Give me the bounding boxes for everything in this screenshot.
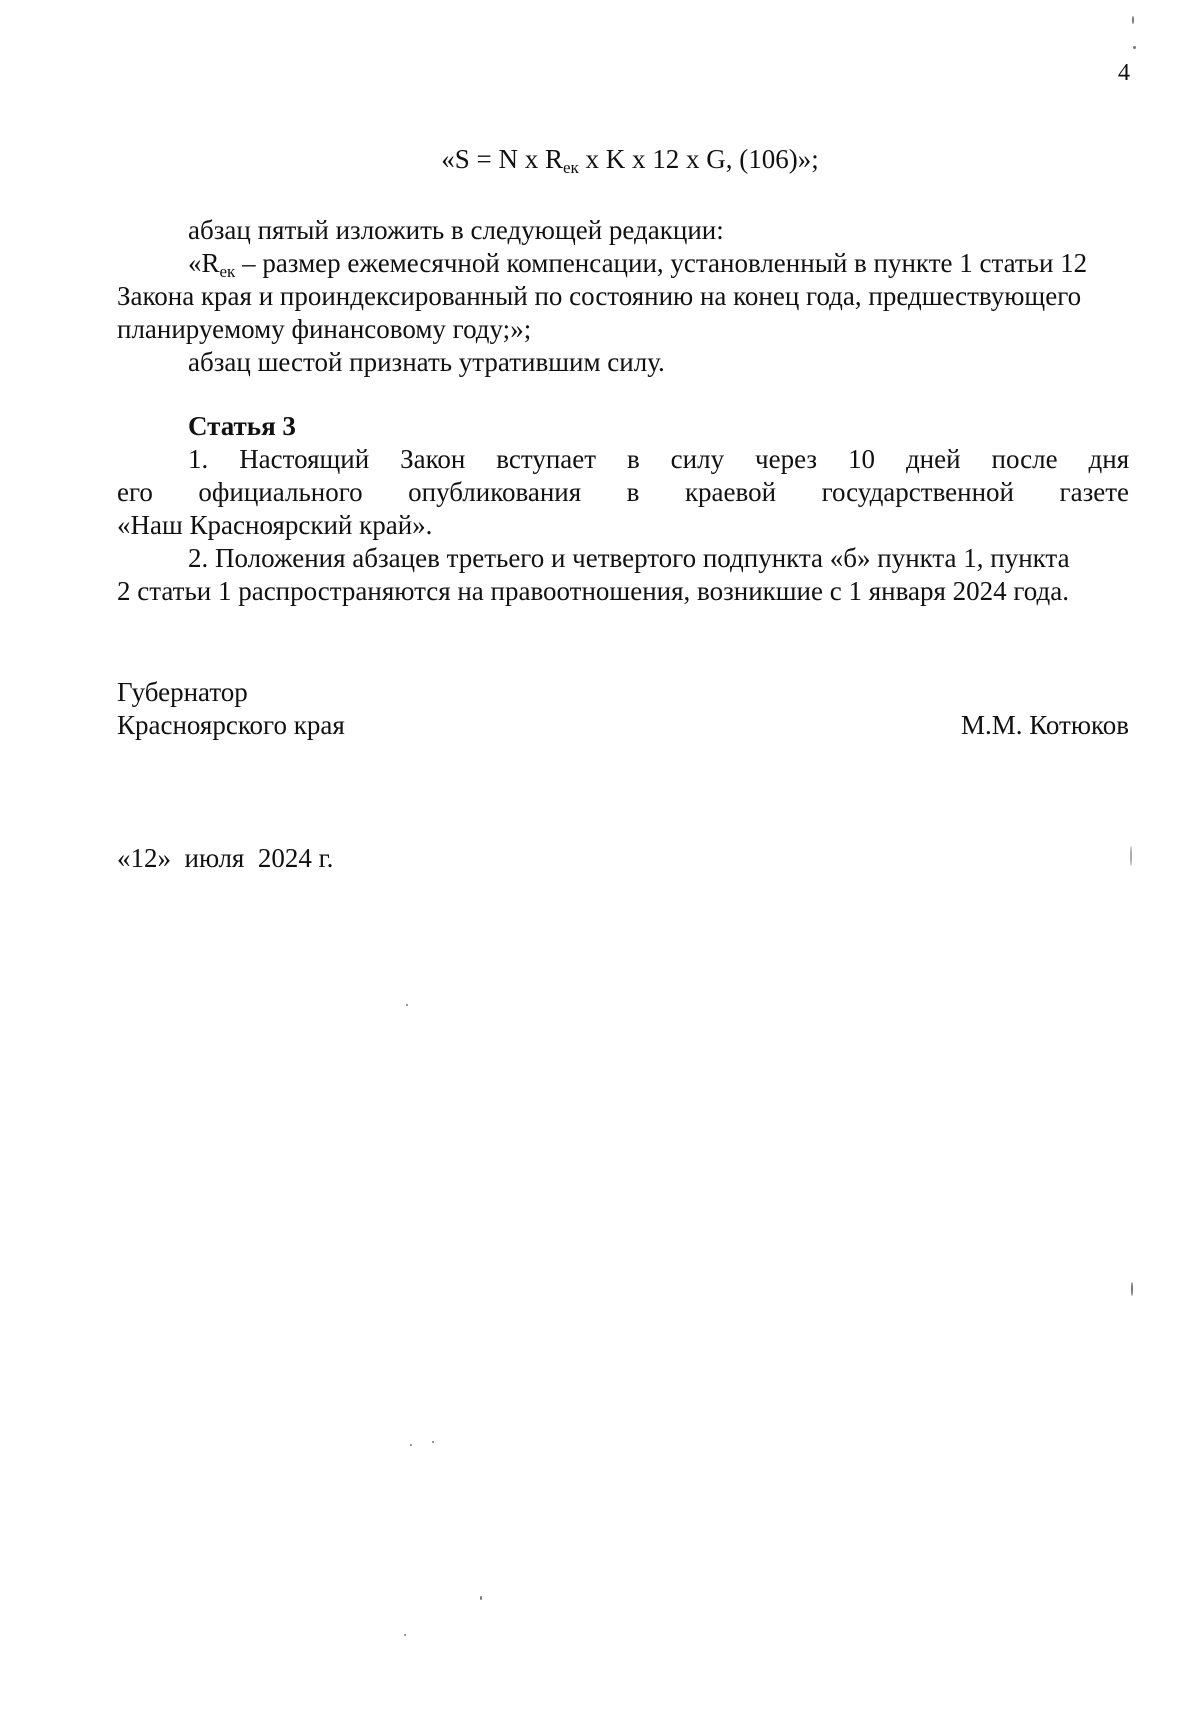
amendment-block [117,214,1129,379]
document-date: «12» июля 2024 г. [117,843,334,873]
page-number: 4 [1118,60,1130,86]
paragraph-definition-line2: Закона края и проиндексированный по состоянию на конец года, предшествующего [117,281,1082,311]
item1-line1-word: 10 [848,444,875,474]
scan-speck [1130,846,1132,866]
paragraph-abzac-pyatyj: абзац пятый изложить в следующей редакции: [188,215,724,245]
item1-line1-word: 1. [188,444,209,474]
signatory-title-line1: Губернатор [117,677,248,707]
paragraph-definition-line3: планируемому финансовому году;»; [117,314,532,344]
scan-speck [1132,16,1134,24]
item1-line1-word: дня [1088,444,1130,474]
scan-speck [1131,1282,1133,1296]
paragraph-definition-line1 [117,247,1129,280]
definition-line1-rest: – размер ежемесячной компенсации, установленный в пункте 1 статьи 12 [235,248,1088,278]
paragraph-abzac-shestoj: абзац шестой признать утратившим силу. [188,347,665,377]
scan-speck [410,1444,412,1446]
scan-speck [406,1004,408,1006]
item1-line2-word: официального [198,477,363,507]
item1-line1-word: дней [905,444,961,474]
formula-prefix: «S = N x R [441,144,563,174]
item1-line1-word: Закон [400,444,466,474]
signature-block [117,676,1129,742]
formula-suffix: x K x 12 x G, (106)»; [578,144,819,174]
item1-line1-word: в [626,444,640,474]
article-item2-line2: 2 статьи 1 распространяются на правоотношения, возникшие с 1 января 2024 года. [117,576,1069,606]
item1-line2-word: краевой [684,477,777,507]
article-item1-line1 [117,443,1129,476]
signatory-name: М.М. Котюков [960,710,1129,740]
definition-subscript: ек [219,262,236,281]
item1-line1-word: через [755,444,818,474]
item1-line2-word: государственной [821,477,1014,507]
scan-speck [404,1634,406,1636]
article-item2-line1: 2. Положения абзацев третьего и четвертого подпункта «б» пункта 1, пункта [188,543,1070,573]
item1-line1-word: силу [670,444,725,474]
item1-line2-word: его [117,477,153,507]
item1-line1-word: после [991,444,1058,474]
scan-speck [432,1441,434,1443]
item1-line1-word: Настоящий [239,444,370,474]
item1-line2-word: газете [1059,477,1130,507]
item1-line2-word: опубликования [408,477,582,507]
formula-subscript: ек [562,158,579,177]
item1-line1-word: вступает [496,444,597,474]
formula [0,144,1200,175]
article-item1-line2 [117,476,1129,509]
article-heading: Статья 3 [188,411,296,441]
scan-speck [1133,46,1136,49]
article-3 [117,410,1129,608]
definition-prefix: «R [188,248,220,278]
article-item1-line3: «Наш Красноярский край». [117,510,433,540]
item1-line2-word: в [626,477,640,507]
signatory-title-line2: Красноярского края [117,710,345,740]
scan-speck [480,1596,482,1600]
